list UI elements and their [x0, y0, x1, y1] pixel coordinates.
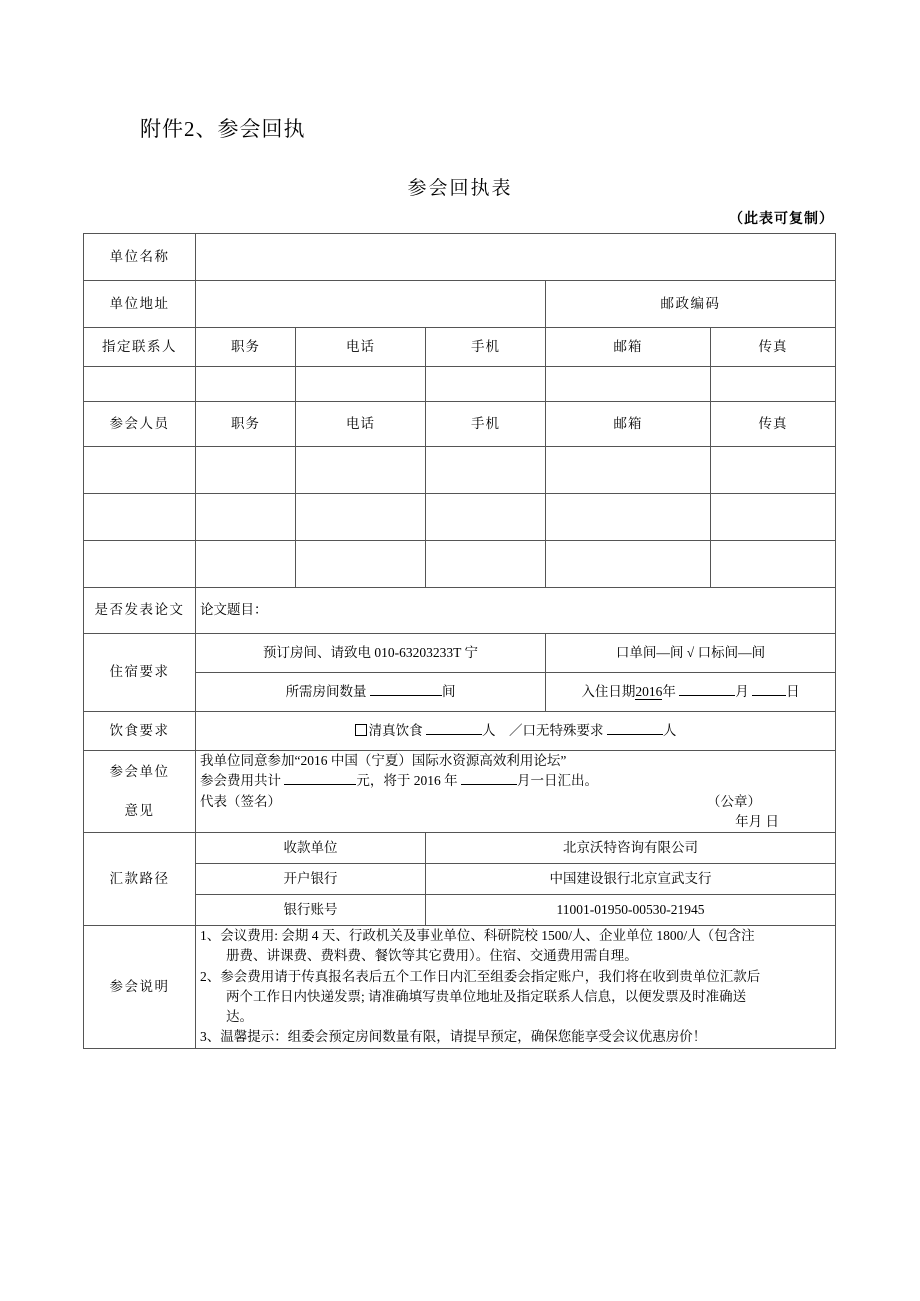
column-header-phone-attendee: 电话	[296, 402, 426, 447]
note-1-cont: 册费、讲课费、费料费、餐饮等其它费用）。住宿、交通费用需自理。	[226, 948, 638, 964]
field-attendee-mobile-3[interactable]	[426, 541, 546, 588]
room-count-unit: 间	[441, 683, 456, 699]
room-count-input[interactable]	[370, 695, 442, 696]
table-row-accommodation-1	[84, 634, 836, 673]
label-accommodation: 住宿要求	[84, 634, 196, 712]
field-attendee-fax-3[interactable]	[711, 541, 836, 588]
field-attendee-position-3[interactable]	[196, 541, 296, 588]
field-contact-fax[interactable]	[711, 367, 836, 402]
note-2-head: 2、参会费用请于传真报名表后五个工作日内汇至组委会指定账户，我们将在收到贵单位汇款后	[200, 968, 761, 984]
note-1-head: 1、会议费用: 会期 4 天、行政机关及事业单位、科研院校 1500/人、企业单位 1800/人（包含注	[200, 928, 755, 943]
table-row-remittance-2	[84, 864, 836, 895]
field-unit-name[interactable]	[196, 234, 836, 281]
room-count-field[interactable]	[196, 673, 546, 712]
halal-count-input[interactable]	[426, 734, 482, 735]
label-unit-name: 单位名称	[84, 234, 196, 281]
checkin-month-unit: 月	[735, 683, 749, 699]
column-header-email: 邮箱	[546, 328, 711, 367]
field-contact-name[interactable]	[84, 367, 196, 402]
table-row-contact-entry	[84, 367, 836, 402]
table-row-notes	[84, 926, 836, 1049]
table-row	[84, 494, 836, 541]
field-attendee-position-2[interactable]	[196, 494, 296, 541]
halal-label: 清真饮食	[368, 722, 423, 738]
halal-checkbox[interactable]	[355, 724, 367, 736]
column-header-fax: 传真	[711, 328, 836, 367]
label-unit-opinion-line1: 参会单位	[109, 764, 170, 780]
copy-note: （此表可复制）	[729, 212, 834, 227]
document-heading: 附件2、参会回执	[140, 117, 306, 141]
field-attendee-name-1[interactable]	[84, 447, 196, 494]
table-row	[84, 541, 836, 588]
field-attendee-mobile-1[interactable]	[426, 447, 546, 494]
label-publish-paper: 是否发表论文	[84, 588, 196, 634]
field-contact-mobile[interactable]	[426, 367, 546, 402]
no-special-count-input[interactable]	[607, 734, 663, 735]
field-attendee-email-1[interactable]	[546, 447, 711, 494]
notes-content	[196, 926, 836, 1049]
checkin-month-input[interactable]	[679, 695, 735, 696]
label-unit-opinion-line2: 意见	[124, 802, 155, 818]
table-row-unit-name	[84, 234, 836, 281]
table-row-paper	[84, 588, 836, 634]
field-attendee-email-3[interactable]	[546, 541, 711, 588]
opinion-signature-line	[200, 792, 831, 812]
column-header-email-attendee: 邮箱	[546, 402, 711, 447]
note-2-cont1: 两个工作日内快递发票; 请准确填写贵单位地址及指定联系人信息，以便发票及时准确送	[226, 988, 747, 1004]
field-contact-email[interactable]	[546, 367, 711, 402]
room-type-single-label[interactable]: 口单间—间	[615, 644, 684, 660]
field-attendee-phone-1[interactable]	[296, 447, 426, 494]
room-type-check-mark: √	[686, 644, 695, 660]
opinion-fee-tail: 月一日汇出。	[517, 773, 598, 789]
field-contact-phone[interactable]	[296, 367, 426, 402]
opinion-fee-label: 参会费用共计	[200, 773, 281, 789]
remittance-label-payee: 收款单位	[196, 833, 426, 864]
remittance-value-payee: 北京沃特咨询有限公司	[426, 833, 836, 864]
column-header-fax-attendee: 传真	[711, 402, 836, 447]
opinion-fee-mid: 元，将于 2016 年	[356, 773, 458, 789]
field-attendee-name-2[interactable]	[84, 494, 196, 541]
table-row-attendee-header	[84, 402, 836, 447]
remittance-label-bank: 开户银行	[196, 864, 426, 895]
label-attendees: 参会人员	[84, 402, 196, 447]
label-dining: 饮食要求	[84, 712, 196, 751]
label-contact-person: 指定联系人	[84, 328, 196, 367]
room-type-options[interactable]	[546, 634, 836, 673]
remittance-value-bank: 中国建设银行北京宣武支行	[426, 864, 836, 895]
checkin-year-unit: 年	[662, 683, 676, 699]
halal-count-unit: 人	[482, 722, 496, 738]
label-unit-address: 单位地址	[84, 281, 196, 328]
table-row-remittance-3	[84, 895, 836, 926]
official-seal-label: （公章）	[707, 793, 762, 809]
note-item-2	[200, 967, 831, 1028]
field-attendee-fax-1[interactable]	[711, 447, 836, 494]
label-unit-opinion	[84, 751, 196, 833]
column-header-mobile-attendee: 手机	[426, 402, 546, 447]
checkin-date-field[interactable]	[546, 673, 836, 712]
note-3-text: 3、温馨提示：组委会预定房间数量有限，请提早预定，确保您能享受会议优惠房价！	[200, 1029, 707, 1045]
table-row-dining	[84, 712, 836, 751]
remittance-value-account: 11001-01950-00530-21945	[426, 895, 836, 926]
note-2-cont2: 达。	[226, 1009, 253, 1024]
representative-signature-label[interactable]: 代表（签名）	[200, 793, 281, 809]
column-header-position-attendee: 职务	[196, 402, 296, 447]
field-attendee-phone-2[interactable]	[296, 494, 426, 541]
field-attendee-fax-2[interactable]	[711, 494, 836, 541]
table-row-unit-address	[84, 281, 836, 328]
no-special-count-unit: 人	[662, 722, 677, 738]
table-row-accommodation-2	[84, 673, 836, 712]
checkin-year-value[interactable]: 2016	[635, 683, 663, 699]
column-header-mobile: 手机	[426, 328, 546, 367]
table-row-contact-header	[84, 328, 836, 367]
opinion-fee-input[interactable]	[284, 784, 356, 785]
label-remittance: 汇款路径	[84, 833, 196, 926]
checkin-day-input[interactable]	[752, 695, 786, 696]
opinion-fee-line[interactable]	[200, 771, 831, 791]
label-postal-code: 邮政编码	[546, 281, 836, 328]
column-header-position: 职务	[196, 328, 296, 367]
note-item-1	[200, 926, 831, 967]
remittance-label-account: 银行账号	[196, 895, 426, 926]
table-row-unit-opinion	[84, 751, 836, 833]
label-notes: 参会说明	[84, 926, 196, 1049]
field-paper-topic[interactable]: 论文题目：	[196, 588, 836, 634]
checkin-day-unit: 日	[786, 683, 800, 699]
field-attendee-name-3[interactable]	[84, 541, 196, 588]
opinion-statement: 我单位同意参加“2016 中国（宁夏）国际水资源高效利用论坛”	[200, 753, 567, 768]
table-row-remittance-1	[84, 833, 836, 864]
room-count-label: 所需房间数量	[285, 683, 367, 699]
table-row	[84, 447, 836, 494]
no-special-checkbox[interactable]: 口	[522, 722, 536, 738]
room-type-standard-label[interactable]: 口标间—间	[697, 644, 766, 660]
opinion-month-input[interactable]	[461, 784, 517, 785]
registration-form-table	[83, 233, 836, 1049]
field-contact-position[interactable]	[196, 367, 296, 402]
opinion-date-line[interactable]: 年月 日	[735, 813, 780, 829]
dining-separator: ／	[509, 722, 523, 738]
note-item-3	[200, 1027, 831, 1047]
field-attendee-email-2[interactable]	[546, 494, 711, 541]
unit-opinion-content	[196, 751, 836, 833]
column-header-phone: 电话	[296, 328, 426, 367]
checkin-date-label: 入住日期	[581, 683, 636, 699]
field-unit-address[interactable]	[196, 281, 546, 328]
accommodation-booking-text: 预订房间、请致电 010-63203233T 宁	[196, 634, 546, 673]
field-attendee-position-1[interactable]	[196, 447, 296, 494]
field-attendee-phone-3[interactable]	[296, 541, 426, 588]
no-special-label: 无特殊要求	[536, 722, 604, 738]
page-title: 参会回执表	[407, 178, 513, 199]
field-attendee-mobile-2[interactable]	[426, 494, 546, 541]
dining-options[interactable]	[196, 712, 836, 751]
